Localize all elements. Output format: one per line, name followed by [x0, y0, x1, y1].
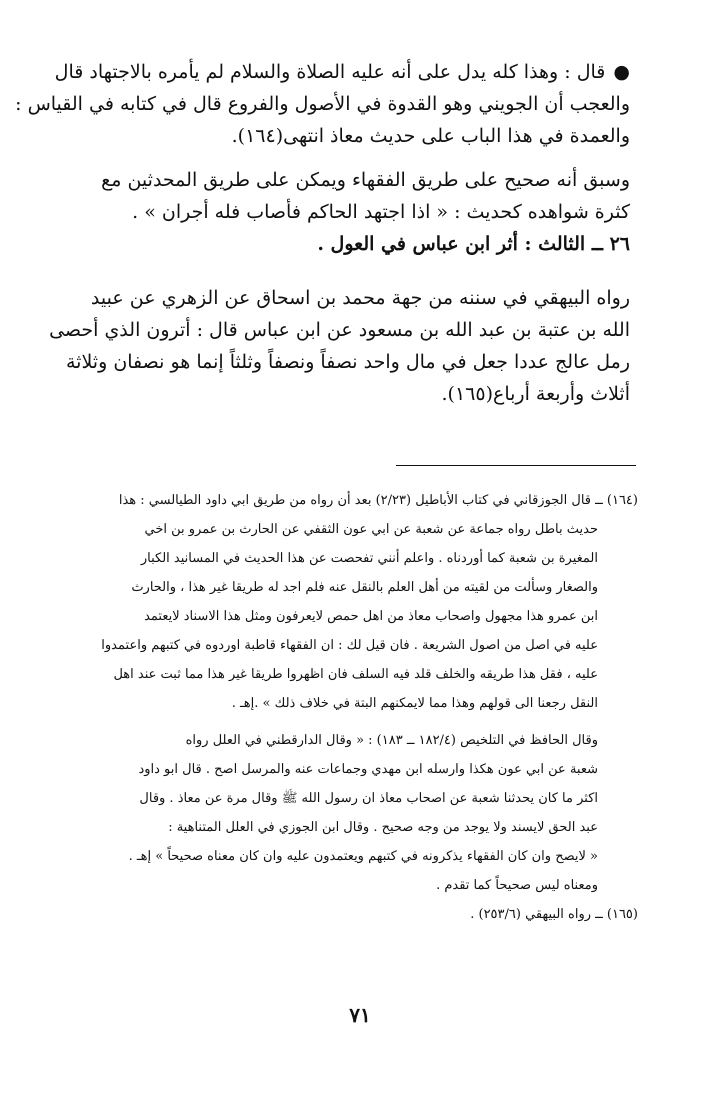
footnote-divider	[396, 465, 636, 466]
page-number: ٧١	[349, 1003, 371, 1027]
paragraph-line: رواه البيهقي في سننه من جهة محمد بن اسحاق عن الزهري عن عبيد	[90, 287, 630, 309]
footnote-line: النقل رجعنا الى قولهم وهذا مما لايمكنهم البتة في خلاف ذلك » .إهـ .	[231, 696, 598, 711]
footnotes	[92, 486, 638, 929]
footnote-line: وقال الحافظ في التلخيص (١٨٢/٤ ــ ١٨٣) : « وقال الدارقطني في العلل رواه	[185, 733, 598, 748]
footnote-line: شعبة عن ابي عون هكذا وارسله ابن مهدي وجماعات عنه والمرسل اصح . قال ابو داود	[138, 762, 598, 777]
footnote-line: (١٦٥) ــ رواه البيهقي (٢٥٣/٦) .	[470, 907, 638, 922]
paragraph-line: كثرة شواهده كحديث : « اذا اجتهد الحاكم فأصاب فله أجران » .	[132, 201, 630, 223]
paragraph-line: أثلاث وأربعة أرباع(١٦٥).	[441, 383, 630, 405]
footnote-line: ابن عمرو هذا مجهول واصحاب معاذ من اهل حمص لايعرفون ومثل هذا الاسناد لايعتمد	[144, 609, 598, 624]
footnote-line: اكثر ما كان يحدثنا شعبة عن اصحاب معاذ ان رسول الله ﷺ وقال مرة عن معاذ . وقال	[139, 791, 598, 806]
paragraph-line: رمل عالج عددا جعل في مال واحد نصفاً ونصفاً وثلثاً إنما هو نصفان وثلاثة	[66, 351, 630, 373]
paragraph-line: والعجب أن الجويني وهو القدوة في الأصول والفروع قال في كتابه في القياس :	[15, 93, 630, 115]
footnote-line: (١٦٤) ــ قال الجوزقاني في كتاب الأباطيل (٢/٢٣) بعد أن رواه من طريق ابي داود الطيالسي : هذا	[118, 493, 638, 508]
paragraph-line: والعمدة في هذا الباب على حديث معاذ انتهى(١٦٤).	[231, 125, 630, 147]
paragraph-line: وسبق أنه صحيح على طريق الفقهاء ويمكن على طريق المحدثين مع	[101, 169, 630, 191]
footnote-line: عبد الحق لايسند ولا يوجد من وجه صحيح . وقال ابن الجوزي في العلل المتناهية :	[168, 820, 598, 835]
paragraph-line: ●قال : وهذا كله يدل على أنه عليه الصلاة والسلام لم يأمره بالاجتهاد قال	[110, 56, 630, 88]
footnote-line: ومعناه ليس صحيحاً كما تقدم .	[436, 878, 598, 893]
footnote-line: حديث باطل رواه جماعة عن شعبة عن ابي عون الثقفي عن الحارث بن عمرو بن اخي	[144, 522, 598, 537]
footnote-line: والصغار وسألت من لقيته من أهل العلم بالنقل عنه فلم اجد له طريقا غير هذا ، والحارث	[131, 580, 598, 595]
footnote-line: عليه ، فقل هذا طريقه والخلف قلد فيه السلف فان اظهروا طريقا غير هذا مما ثبت عند اهل	[113, 667, 598, 682]
footnote-line: المغيرة بن شعبة كما أوردناه . واعلم أنني تفحصت عن هذا الحديث في المسانيد الكبار	[140, 551, 598, 566]
paragraph-line: الله بن عتبة بن عبد الله بن مسعود عن ابن عباس قال : أترون الذي أحصى	[49, 319, 630, 341]
main-text	[15, 56, 630, 410]
section-heading: ٢٦ ــ الثالث : أثر ابن عباس في العول .	[317, 233, 630, 255]
footnote-line: عليه في اصل من اصول الشريعة . فان قيل لك : ان الفقهاء قاطبة اوردوه في كتبهم واعتمدوا	[101, 638, 598, 653]
footnote-line: « لايصح وان كان الفقهاء يذكرونه في كتبهم ويعتمدون عليه وان كان معناه صحيحاً » إهـ .	[128, 849, 598, 864]
bullet-icon: ●	[613, 61, 630, 83]
